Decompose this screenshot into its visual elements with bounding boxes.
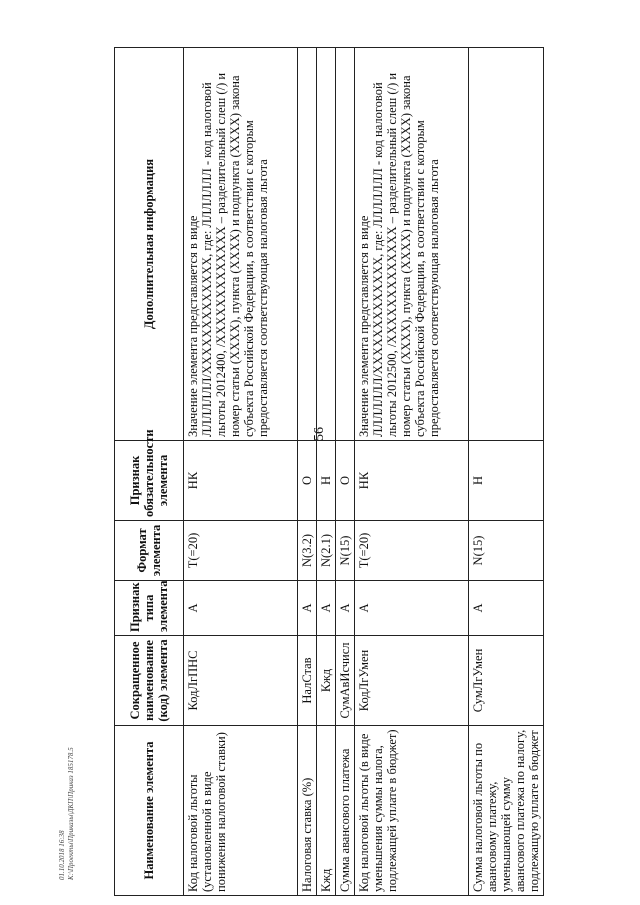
cell-code: СумАвИсчисл (336, 636, 355, 726)
cell-info (469, 48, 544, 441)
table-row (469, 48, 544, 896)
cell-format: N(15) (469, 521, 544, 581)
header-element-code: Сокращенное наименование (код) элемента (115, 636, 184, 726)
header-element-format: Формат элемента (115, 521, 184, 581)
cell-type: А (469, 581, 544, 636)
cell-required: Н (317, 441, 336, 521)
cell-required: О (336, 441, 355, 521)
cell-name: Сумма налоговой льготы по авансовому платежу, уменьшающей сумму авансового платежа по налогу, подлежащую уплате в бюджет (469, 726, 544, 896)
page-number: 56 (312, 427, 327, 441)
cell-info: Значение элемента представляется в виде ЛЛЛЛЛЛЛ/XXXXXXXXXXXXX, где: ЛЛЛЛЛЛЛ - код налоговой льготы 2012400, /XXXXXXXXXXXXX – разделительный слеш (/) и номер статьи (XXXX), пункта (XXXX) и подпункта (XXXX) закона субъекта Российской Федерации, в соответствии с которым предоставляется соответствующая налоговая льгота (184, 48, 298, 441)
cell-type: А (317, 581, 336, 636)
table-row (184, 48, 298, 896)
cell-code: КодЛгПНС (184, 636, 298, 726)
cell-name: Кжд (317, 726, 336, 896)
cell-name: Код налоговой льготы (установленной в виде понижения налоговой ставки) (184, 726, 298, 896)
document-footer (58, 660, 76, 880)
header-element-required: Признак обязательности элемента (115, 441, 184, 521)
rotated-table-wrapper (114, 48, 541, 896)
cell-code: Кжд (317, 636, 336, 726)
cell-name: Налоговая ставка (%) (298, 726, 317, 896)
cell-name: Сумма авансового платежа (336, 726, 355, 896)
header-element-type: Признак типа элемента (115, 581, 184, 636)
table-row (317, 48, 336, 896)
cell-required: НК (184, 441, 298, 521)
cell-type: А (355, 581, 469, 636)
cell-info (317, 48, 336, 441)
table-header-row (115, 48, 184, 896)
cell-required: Н (469, 441, 544, 521)
cell-type: А (336, 581, 355, 636)
cell-format: N(15) (336, 521, 355, 581)
cell-type: А (184, 581, 298, 636)
footer-path: К:\Проекты\Приказы\ДКП\Приказ 185178.5 (67, 747, 75, 880)
cell-required: НК (355, 441, 469, 521)
cell-format: T(=20) (184, 521, 298, 581)
cell-info: Значение элемента представляется в виде ЛЛЛЛЛЛЛ/XXXXXXXXXXXXX, где: ЛЛЛЛЛЛЛ - код налоговой льготы 2012500, /XXXXXXXXXXXXX – разделительный слеш (/) и номер статьи (XXXX), пункта (XXXX) и подпункта (XXXX) закона субъекта Российской Федерации, в соответствии с которым предоставляется соответствующая налоговая льгота (355, 48, 469, 441)
cell-code: СумЛгУмен (469, 636, 544, 726)
header-additional-info: Дополнительная информация (115, 48, 184, 441)
header-element-name: Наименование элемента (115, 726, 184, 896)
table-row (336, 48, 355, 896)
footer-date: 01.10.2018 16:38 (58, 830, 66, 880)
cell-info (298, 48, 317, 441)
cell-format: N(2.1) (317, 521, 336, 581)
cell-required: О (298, 441, 317, 521)
table-row (298, 48, 317, 896)
cell-name: Код налоговой льготы (в виде уменьшения суммы налога, подлежащей уплате в бюджет) (355, 726, 469, 896)
elements-table (114, 47, 544, 896)
cell-format: N(3.2) (298, 521, 317, 581)
cell-code: КодЛгУмен (355, 636, 469, 726)
cell-format: T(=20) (355, 521, 469, 581)
table-row (355, 48, 469, 896)
cell-info (336, 48, 355, 441)
cell-code: НалСтав (298, 636, 317, 726)
cell-type: А (298, 581, 317, 636)
